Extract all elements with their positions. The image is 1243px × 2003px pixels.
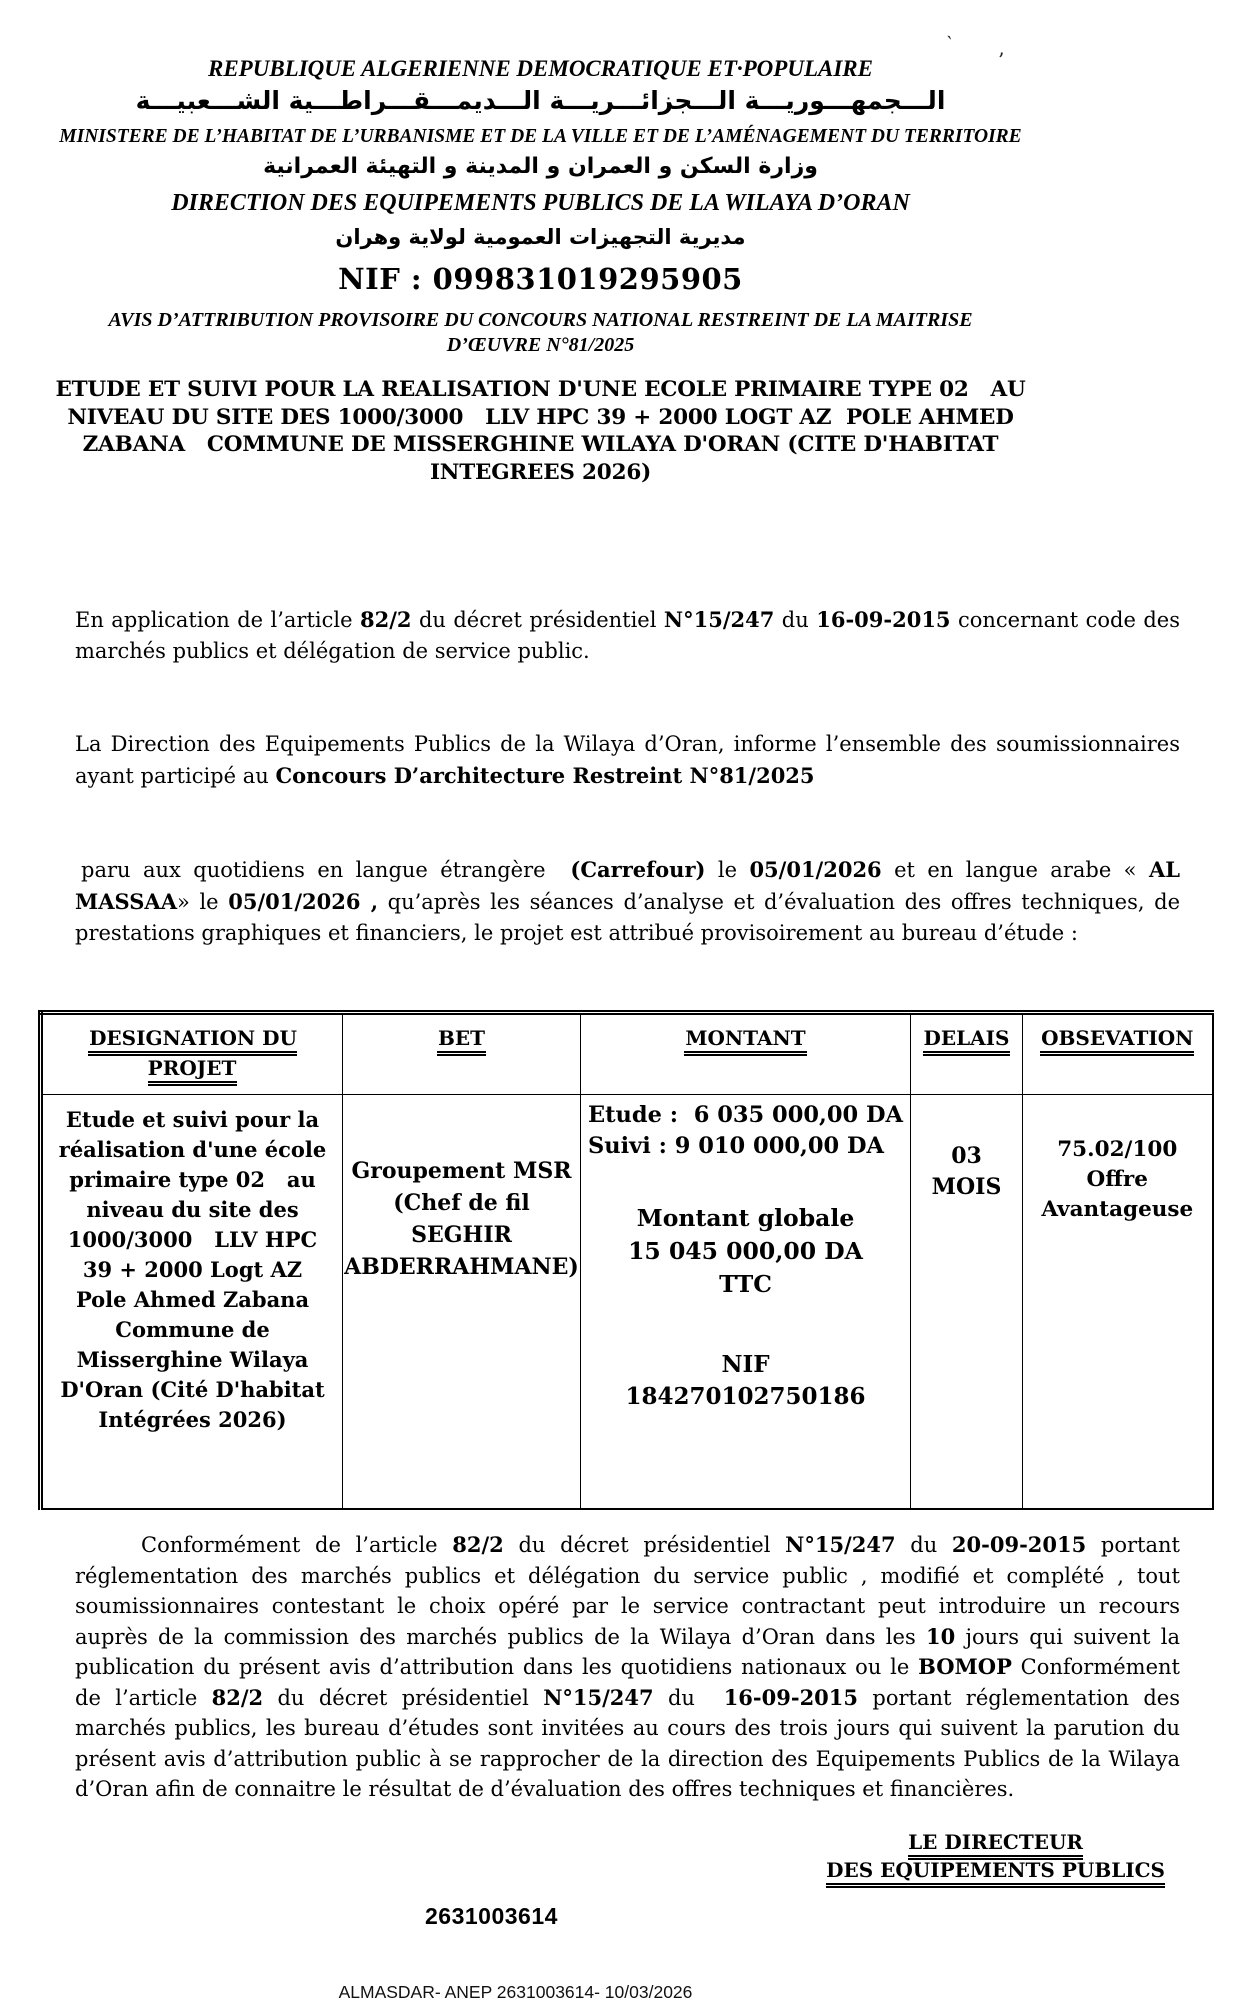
text-segment: 20-09-2015 (951, 1532, 1087, 1557)
text-line: NIVEAU DU SITE DES 1000/3000 LLV HPC 39 + 2000 LOGT AZ POLE AHMED (67, 404, 1014, 430)
project-title (38, 376, 1043, 486)
header-label: MONTANT (684, 1026, 806, 1056)
header-label: DESIGNATION DU PROJET (88, 1026, 297, 1086)
scan-artifact-mark: ’ (998, 48, 1005, 72)
text-line: 39 + 2000 Logt AZ (82, 1257, 303, 1282)
text-line: Commune de (115, 1317, 270, 1342)
text-segment: du décret présidentiel (503, 1533, 786, 1557)
header-cell-delais (911, 1013, 1023, 1095)
table-row (41, 1095, 1213, 1510)
header-cell-montant (581, 1013, 911, 1095)
text-segment: 16-09-2015 (816, 607, 951, 632)
text-line: D’ŒUVRE N°81/2025 (446, 334, 635, 356)
text-line: Misserghine Wilaya (76, 1347, 309, 1372)
signature-label: DES EQUIPEMENTS PUBLICS (826, 1858, 1165, 1888)
text-line: (Chef de fil SEGHIR (393, 1190, 538, 1248)
text-segment: portant réglementation des marchés publics, les bureau d’études sont invitées au cours des trois jours qui suivent la parution du présent avis d’attribution public à se rapprocher de la direction des Equipements Publics de la Wilaya d’Oran afin de connaitre le résultat de d’évaluation des offres techniques et financières. (75, 1685, 1187, 1801)
signature-label: LE DIRECTEUR (908, 1830, 1083, 1860)
text-segment: qu’après les séances d’analyse et d’évaluation des offres techniques, de prestations graphiques et financiers, le projet est attribué provisoirement au bureau d’étude : (75, 890, 1187, 945)
ministry-title-fr: MINISTERE DE L’HABITAT DE L’URBANISME ET DE LA VILLE ET DE L’AMÉNAGEMENT DU TERRITOIRE (59, 126, 1022, 147)
text-line: niveau du site des (86, 1197, 299, 1222)
text-segment: 10 (926, 1623, 956, 1649)
text-segment: Conformément de l’article (141, 1533, 453, 1557)
text-line: Groupement MSR (351, 1158, 572, 1184)
designation-cell (41, 1095, 343, 1510)
montant-detail (582, 1100, 909, 1162)
text-segment: N°15/247 (543, 1684, 654, 1710)
text-line: AVIS D’ATTRIBUTION PROVISOIRE DU CONCOURS NATIONAL RESTREINT DE LA MAITRISE (108, 309, 973, 331)
text-segment: 05/01/2026 , (228, 889, 379, 914)
signature-title-2 (826, 1859, 1165, 1882)
avis-title (38, 308, 1043, 358)
observation-cell (1023, 1095, 1213, 1510)
text-segment: » le (177, 890, 229, 914)
intro-section (75, 542, 1188, 980)
text-line: Avantageuse (1041, 1197, 1194, 1222)
text-segment: jours qui suivent la publication du présent avis d’attribution dans les quotidiens nationaux ou le (75, 1624, 1187, 1679)
text-segment: du (895, 1533, 952, 1557)
intro-paragraph-2 (75, 729, 1187, 792)
table-header-row (41, 1013, 1213, 1095)
text-line: D'Oran (Cité D'habitat (60, 1377, 325, 1402)
text-line: 15 045 000,00 DA (628, 1237, 863, 1265)
text-segment: du (774, 608, 817, 632)
text-segment: BOMOP (918, 1654, 1012, 1679)
text-line: ABDERRAHMANE) (344, 1254, 579, 1280)
text-line: ETUDE ET SUIVI POUR LA REALISATION D'UNE ECOLE PRIMAIRE TYPE 02 AU (55, 377, 1026, 402)
text-segment: du (653, 1685, 724, 1710)
text-segment: 82/2 (211, 1684, 264, 1710)
intro-paragraph-1 (75, 604, 1187, 667)
text-line: 75.02/100 (1057, 1137, 1178, 1162)
text-segment: N°15/247 (785, 1532, 896, 1557)
text-line: MOIS (931, 1174, 1002, 1200)
text-segment: 16-09-2015 (723, 1684, 859, 1710)
text-line: 03 (951, 1143, 982, 1169)
text-segment: le (705, 858, 750, 882)
delais-cell (911, 1095, 1023, 1510)
montant-nif (582, 1349, 909, 1413)
intro-paragraph-3 (75, 854, 1188, 949)
header-label: DELAIS (923, 1026, 1011, 1056)
direction-title-ar: مديرية التجهيزات العمومية لولاية وهران (335, 225, 746, 249)
attribution-table (38, 1010, 1214, 1510)
republic-title-fr: REPUBLIQUE ALGERIENNE DEMOCRATIQUE ET·POPULAIRE (208, 56, 873, 81)
montant-cell (581, 1095, 911, 1510)
signature-block (0, 1831, 1165, 1887)
text-line: 1000/3000 LLV HPC (67, 1227, 318, 1252)
republic-title-ar: الـــجمهـــوريـــة الـــجزائـــريـــة الـــديمـــقـــراطـــية الشـــعبيـــة (135, 86, 946, 115)
scan-artifact-mark: ˏ (945, 15, 958, 41)
text-line: Suivi : 9 010 000,00 DA (588, 1133, 884, 1159)
text-segment: 82/2 (452, 1532, 504, 1557)
header-cell-observation (1023, 1013, 1213, 1095)
reference-number: 2631003614 (425, 1902, 558, 1929)
text-line: NIF (721, 1351, 770, 1378)
ministry-title-ar: وزارة السكن و العمران و المدينة و التهيئة العمرانية (263, 154, 818, 179)
text-line: Montant globale (636, 1204, 855, 1232)
body-paragraph (75, 1530, 1187, 1805)
header-cell-bet (343, 1013, 581, 1095)
text-line: 184270102750186 (625, 1383, 866, 1410)
signature-inner (826, 1831, 1165, 1887)
footer-note: ALMASDAR- ANEP 2631003614- 10/03/2026 (338, 1981, 693, 2002)
text-line: TTC (719, 1270, 772, 1298)
text-segment: du décret présidentiel (411, 608, 664, 632)
header-label: OBSEVATION (1040, 1026, 1194, 1056)
text-line: primaire type 02 au (69, 1167, 316, 1192)
text-line: Intégrées 2026) (98, 1407, 287, 1432)
text-segment: Conformément de l’article (75, 1655, 1187, 1710)
text-segment: (Carrefour) (570, 857, 706, 882)
header-label: BET (437, 1026, 486, 1056)
text-segment: et en langue arabe « (881, 858, 1149, 882)
text-line: réalisation d'une école (58, 1137, 327, 1162)
text-line: Offre (1086, 1167, 1148, 1192)
text-segment: du décret présidentiel (263, 1685, 544, 1710)
text-segment: En application de l’article (75, 608, 360, 632)
text-segment: La Direction des Equipements Publics de la Wilaya d’Oran, informe l’ensemble des soumissionnaires ayant participé au (75, 732, 1187, 788)
text-segment: Concours D’architecture Restreint N°81/2025 (275, 763, 815, 788)
text-segment: 82/2 (359, 607, 412, 632)
text-segment: AL MASSAA (75, 857, 1188, 914)
text-segment: paru aux quotidiens en langue étrangère (81, 858, 571, 882)
text-line: ZABANA COMMUNE DE MISSERGHINE WILAYA D'ORAN (CITE D'HABITAT (82, 432, 999, 457)
text-segment: 05/01/2026 (749, 857, 882, 882)
header-cell-designation (41, 1013, 343, 1095)
direction-title-fr: DIRECTION DES EQUIPEMENTS PUBLICS DE LA WILAYA D’ORAN (171, 190, 910, 216)
text-segment: concernant code des marchés publics et délégation de service public. (75, 608, 1187, 663)
nif-number: NIF : 099831019295905 (338, 262, 743, 296)
letterhead (38, 0, 1043, 486)
signature-title-1 (826, 1831, 1165, 1854)
bet-cell (343, 1095, 581, 1510)
text-segment: portant réglementation des marchés publics et délégation du service public , modifié et complété , tout soumissionnaires contestant le choix opéré par le service contractant peut introduire un recours auprès de la commission des marchés publics de la Wilaya d’Oran dans les (75, 1533, 1187, 1649)
text-line: INTEGREES 2026) (429, 459, 652, 485)
montant-global (582, 1202, 909, 1301)
text-line: Pole Ahmed Zabana (75, 1287, 310, 1312)
text-line: Etude : 6 035 000,00 DA (588, 1102, 903, 1128)
text-segment: N°15/247 (663, 607, 775, 632)
text-line: Etude et suivi pour la (65, 1107, 320, 1132)
